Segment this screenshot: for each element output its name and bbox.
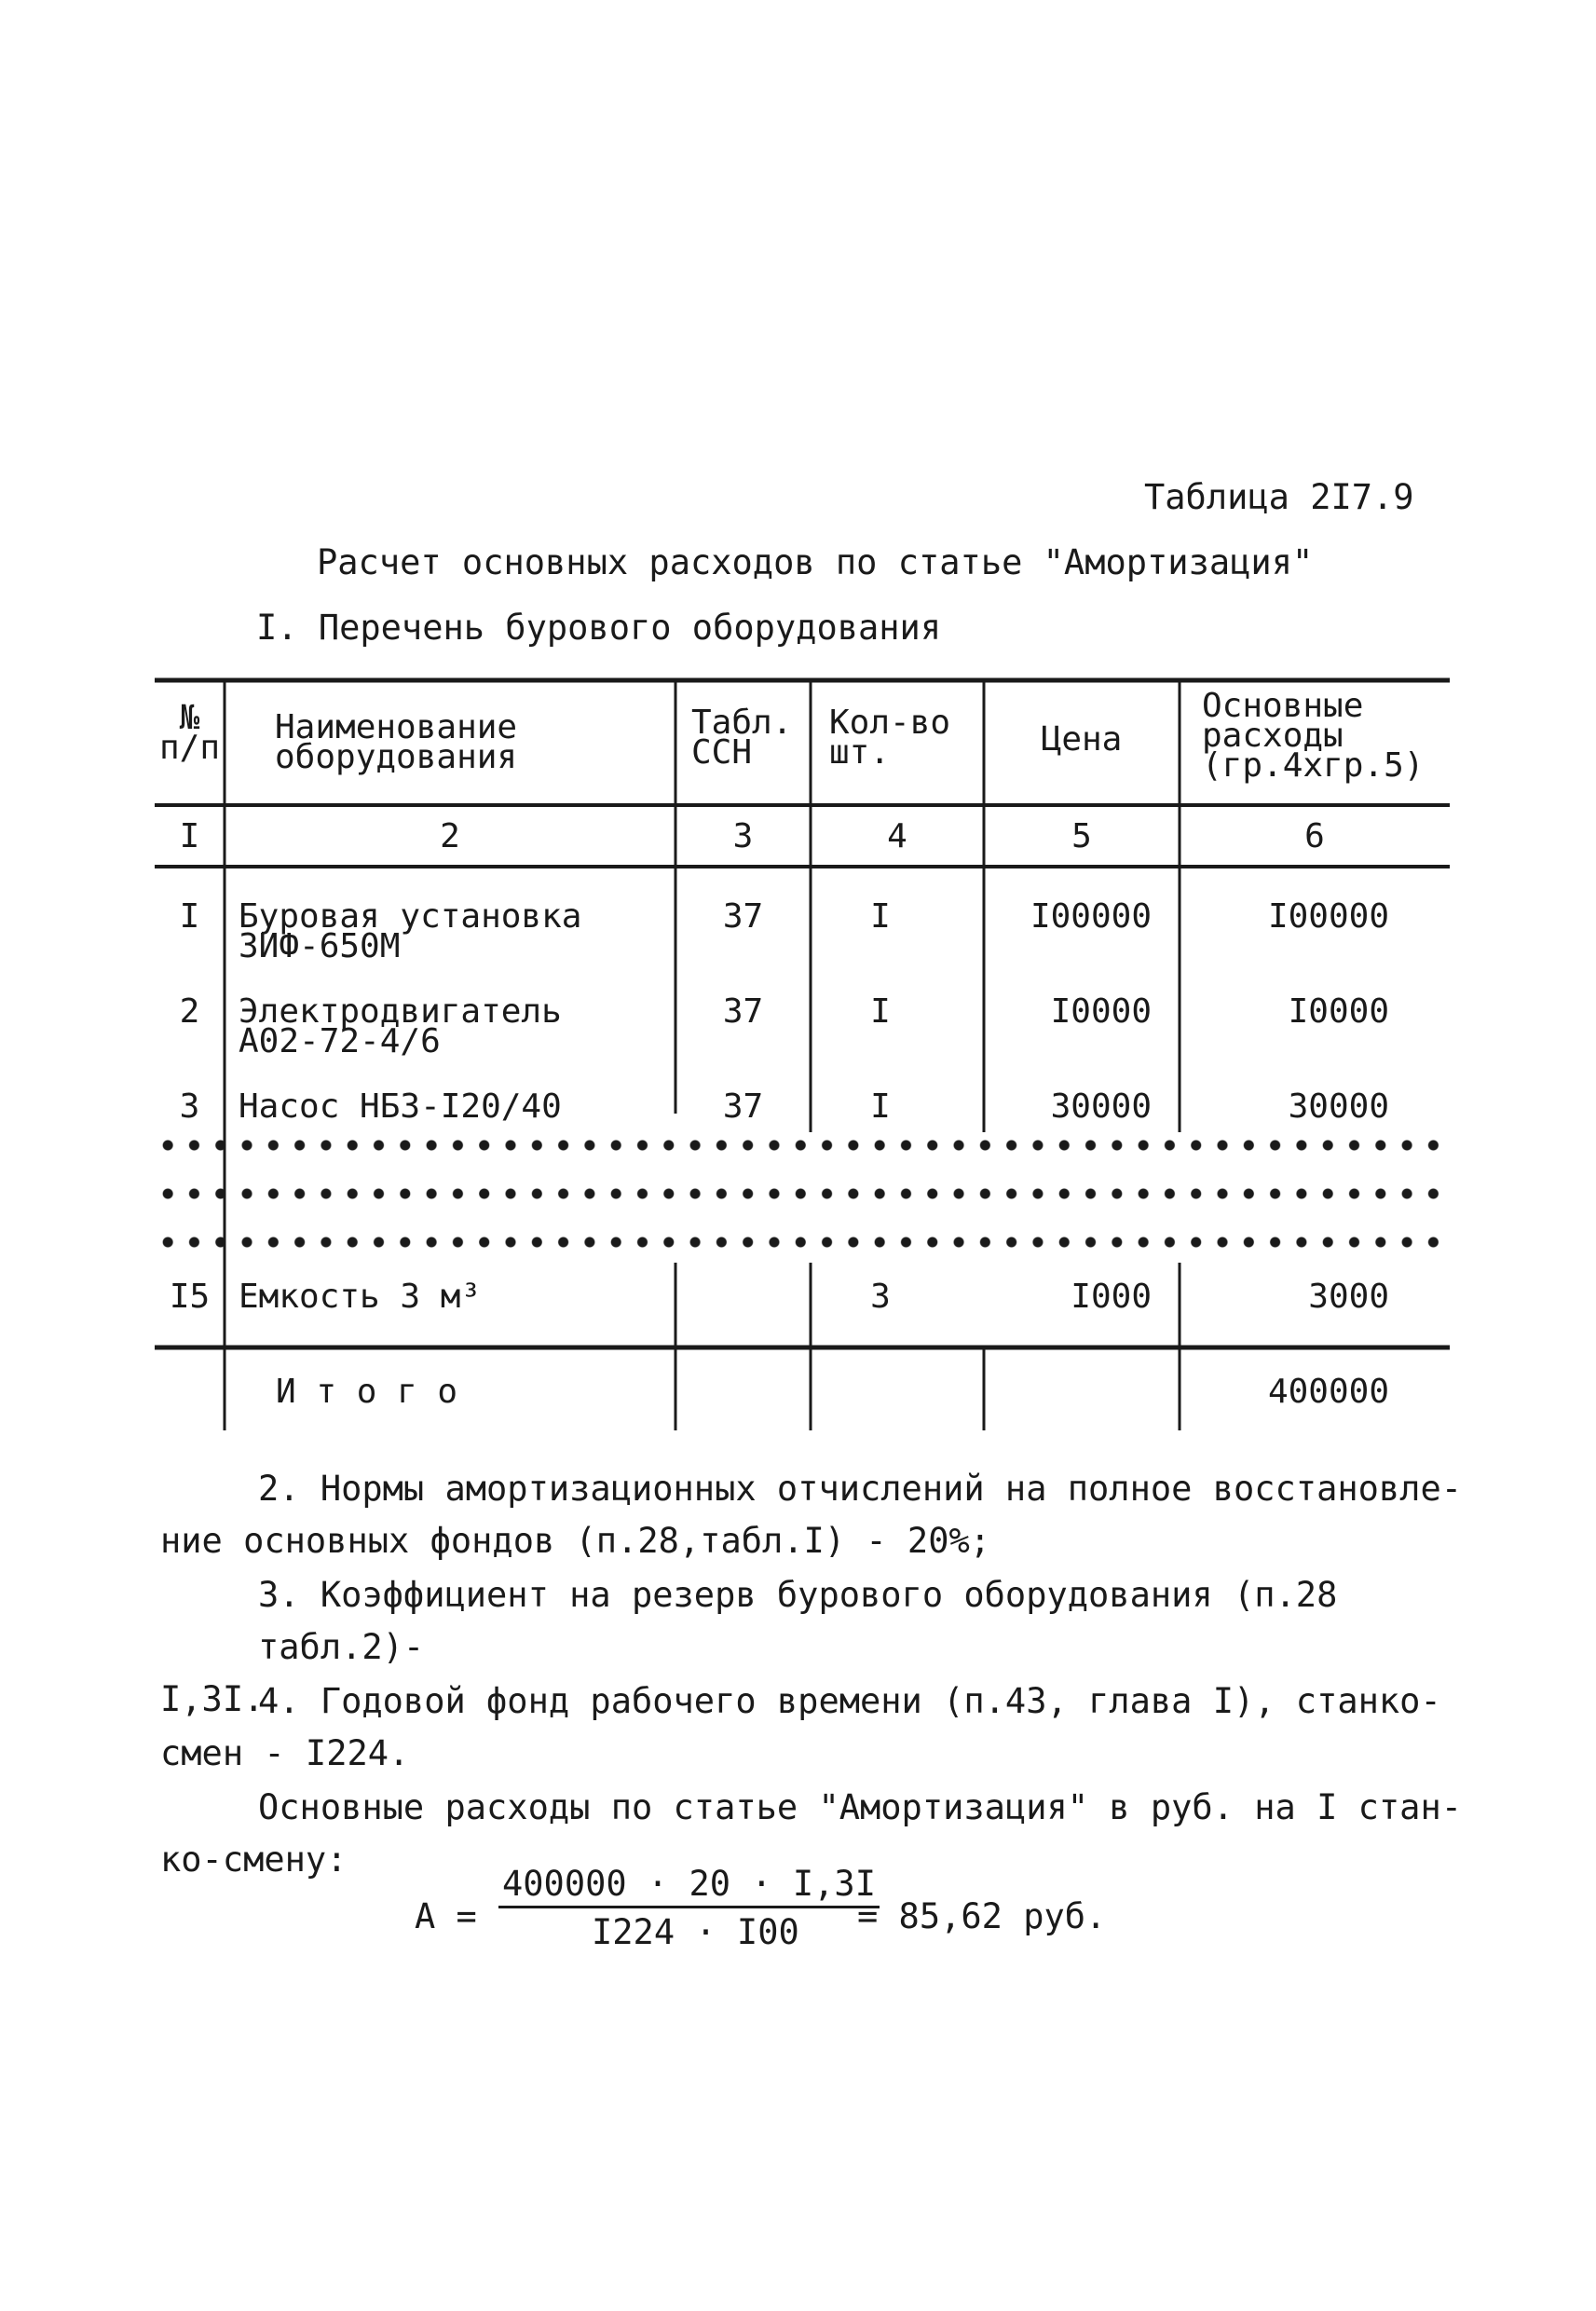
colnum-2: 2 — [440, 817, 460, 855]
table-row-num: 2 — [179, 992, 200, 1031]
header-price: Цена — [1041, 720, 1123, 759]
table-row-tabl: 37 — [722, 1087, 764, 1126]
header-tabl: Табл. ССН — [691, 704, 793, 772]
ellipsis-dots — [155, 1236, 1450, 1249]
table-row-qty: I — [870, 992, 891, 1031]
table-row-name: Буровая установка ЗИФ-650М — [239, 897, 582, 965]
table-row-name: Насос НБЗ-I20/40 — [239, 1087, 562, 1126]
table-row-name: Емкость 3 м³ — [239, 1278, 482, 1316]
colnum-1: I — [179, 817, 200, 855]
total-cost: 400000 — [1267, 1373, 1389, 1411]
formula-lhs: А = — [415, 1896, 477, 1936]
table-row-tabl: 37 — [722, 992, 764, 1031]
table-row-price: I00000 — [1030, 897, 1152, 936]
header-num: № п/п — [158, 699, 221, 767]
table-row-cost: 3000 — [1308, 1278, 1389, 1316]
table-row-price: I0000 — [1050, 992, 1152, 1031]
header-name: Наименование оборудования — [275, 708, 518, 776]
page-title: Расчет основных расходов по статье "Амортизация" — [317, 542, 1314, 582]
table-row-price: 30000 — [1050, 1087, 1152, 1126]
colnum-6: 6 — [1304, 817, 1325, 855]
total-label: И т о г о — [276, 1373, 458, 1411]
paragraph-5: Основные расходы по статье "Амортизация" в руб. на I стан- ко-смену: — [160, 1787, 1463, 1880]
header-qty: Кол-во шт. — [829, 704, 951, 772]
table-row-num: I — [179, 897, 200, 936]
formula-result: = 85,62 руб. — [857, 1896, 1107, 1936]
colnum-5: 5 — [1071, 817, 1092, 855]
table-row-cost: I0000 — [1288, 992, 1389, 1031]
table-row-num: 3 — [179, 1087, 200, 1126]
colnum-4: 4 — [887, 817, 907, 855]
table-number: Таблица 2I7.9 — [1144, 477, 1414, 517]
ellipsis-dots — [155, 1187, 1450, 1200]
colnum-3: 3 — [732, 817, 754, 855]
paragraph-3: 3. Коэффициент на резерв бурового оборудования (п.28 табл.2)- I,3I. — [160, 1575, 1338, 1719]
table-row-cost: I00000 — [1267, 897, 1389, 936]
table-row-tabl: 37 — [722, 897, 764, 936]
header-cost: Основные расходы (гр.4xгр.5) — [1202, 687, 1425, 785]
table-row-name: Электродвигатель А02-72-4/6 — [239, 992, 562, 1060]
table-row-cost: 30000 — [1288, 1087, 1389, 1126]
paragraph-4: 4. Годовой фонд рабочего времени (п.43, глава I), станко- смен - I224. — [160, 1681, 1441, 1773]
table-row-num: I5 — [169, 1278, 211, 1316]
table-row-qty: I — [870, 897, 891, 936]
table-row-qty: 3 — [870, 1278, 891, 1316]
table-row-price: I000 — [1071, 1278, 1152, 1316]
ellipsis-dots — [155, 1139, 1450, 1152]
section-heading: I. Перечень бурового оборудования — [256, 608, 942, 648]
formula-denominator: I224 · I00 — [592, 1912, 799, 1952]
table-row-qty: I — [870, 1087, 891, 1126]
paragraph-2: 2. Нормы амортизационных отчислений на полное восстановле- ние основных фондов (п.28,табл.I) - 20%; — [160, 1469, 1463, 1561]
formula-numerator: 400000 · 20 · I,3I — [498, 1864, 880, 1908]
